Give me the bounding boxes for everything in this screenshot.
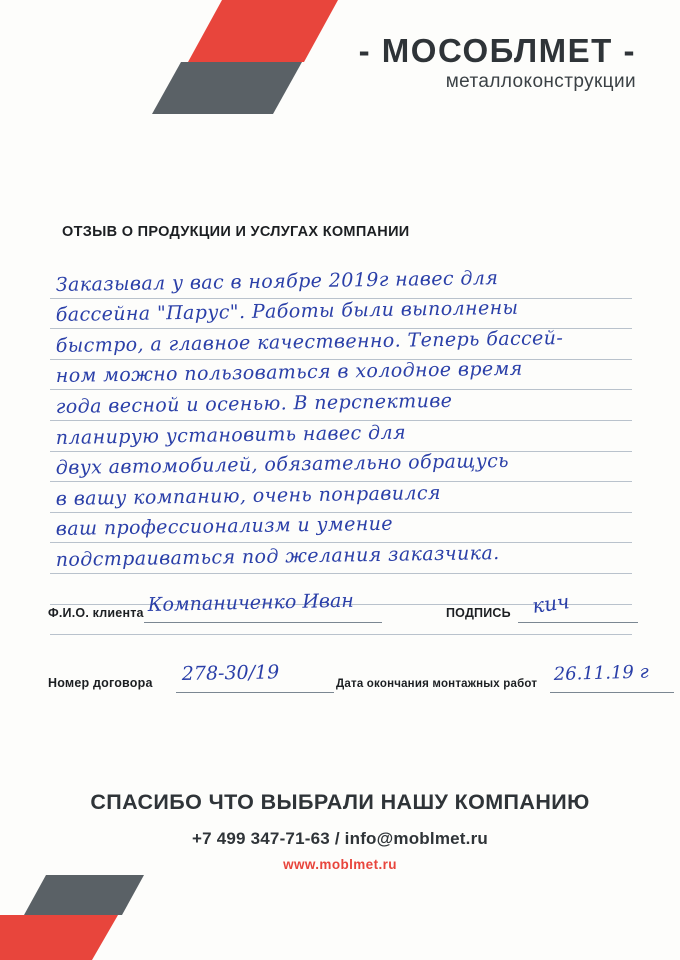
review-line [50, 390, 632, 421]
review-line [50, 513, 632, 544]
review-line-text: Заказывал у вас в ноябре 2019г навес для [55, 266, 499, 296]
contract-number-rule [176, 692, 334, 693]
handwritten-review-area [50, 268, 632, 635]
review-line-text: планирую установить навес для [55, 421, 407, 449]
decor-gray-top-shape [152, 62, 302, 114]
document-footer [0, 790, 680, 872]
review-line-text: бассейна "Парус". Работы были выполнены [55, 296, 519, 327]
review-line-text: быстро, а главное качественно. Теперь бассей- [55, 326, 564, 357]
review-line [50, 452, 632, 483]
review-line [50, 268, 632, 299]
completion-date-label: Дата окончания монтажных работ [336, 678, 538, 690]
client-name-label: Ф.И.О. клиента [48, 606, 144, 620]
client-name-rule [144, 622, 382, 623]
contract-row [48, 661, 649, 696]
footer-website-text: www.moblmet.ru [283, 857, 397, 872]
decor-red-bottom-shape [0, 915, 118, 960]
logo-subtitle: металлоконструкции [445, 70, 636, 92]
decor-red-top-shape [188, 0, 338, 62]
review-line-text: ном можно пользоваться в холодное время [55, 358, 523, 388]
footer-contacts-text: +7 499 347-71-63 / info@moblmet.ru [192, 829, 488, 848]
signature-row [48, 589, 634, 626]
review-line [50, 421, 632, 452]
signature-rule [518, 622, 638, 623]
review-line [50, 296, 632, 330]
review-line [50, 543, 632, 574]
logo-title: - МОСОБЛМЕТ - [358, 32, 636, 69]
completion-date-value: 26.11.19 г [553, 661, 649, 685]
review-line-text: в вашу компанию, очень понравился [55, 481, 442, 510]
review-line-text: ваш профессионализм и умение [55, 513, 394, 541]
review-line [50, 482, 632, 513]
review-line-text: года весной и осенью. В перспективе [55, 389, 453, 418]
review-line [50, 360, 632, 391]
review-line-text: подстраиваться под желания заказчика. [55, 541, 500, 571]
decor-gray-bottom-shape [24, 875, 144, 915]
footer-thanks-text: СПАСИБО ЧТО ВЫБРАЛИ НАШУ КОМПАНИЮ [90, 790, 590, 814]
page-title: ОТЗЫВ О ПРОДУКЦИИ И УСЛУГАХ КОМПАНИИ [62, 224, 410, 240]
review-line-text: двух автомобилей, обязательно обращусь [55, 450, 510, 480]
company-logo [359, 34, 636, 93]
review-line [50, 326, 632, 360]
signature-label: ПОДПИСЬ [446, 606, 511, 620]
client-name-value: Кoмпaниченко Иван [147, 589, 355, 616]
completion-date-rule [550, 692, 674, 693]
contract-number-value: 278-30/19 [181, 661, 280, 685]
contract-number-label: Номер договора [48, 676, 153, 690]
signature-value: кич [530, 589, 571, 618]
